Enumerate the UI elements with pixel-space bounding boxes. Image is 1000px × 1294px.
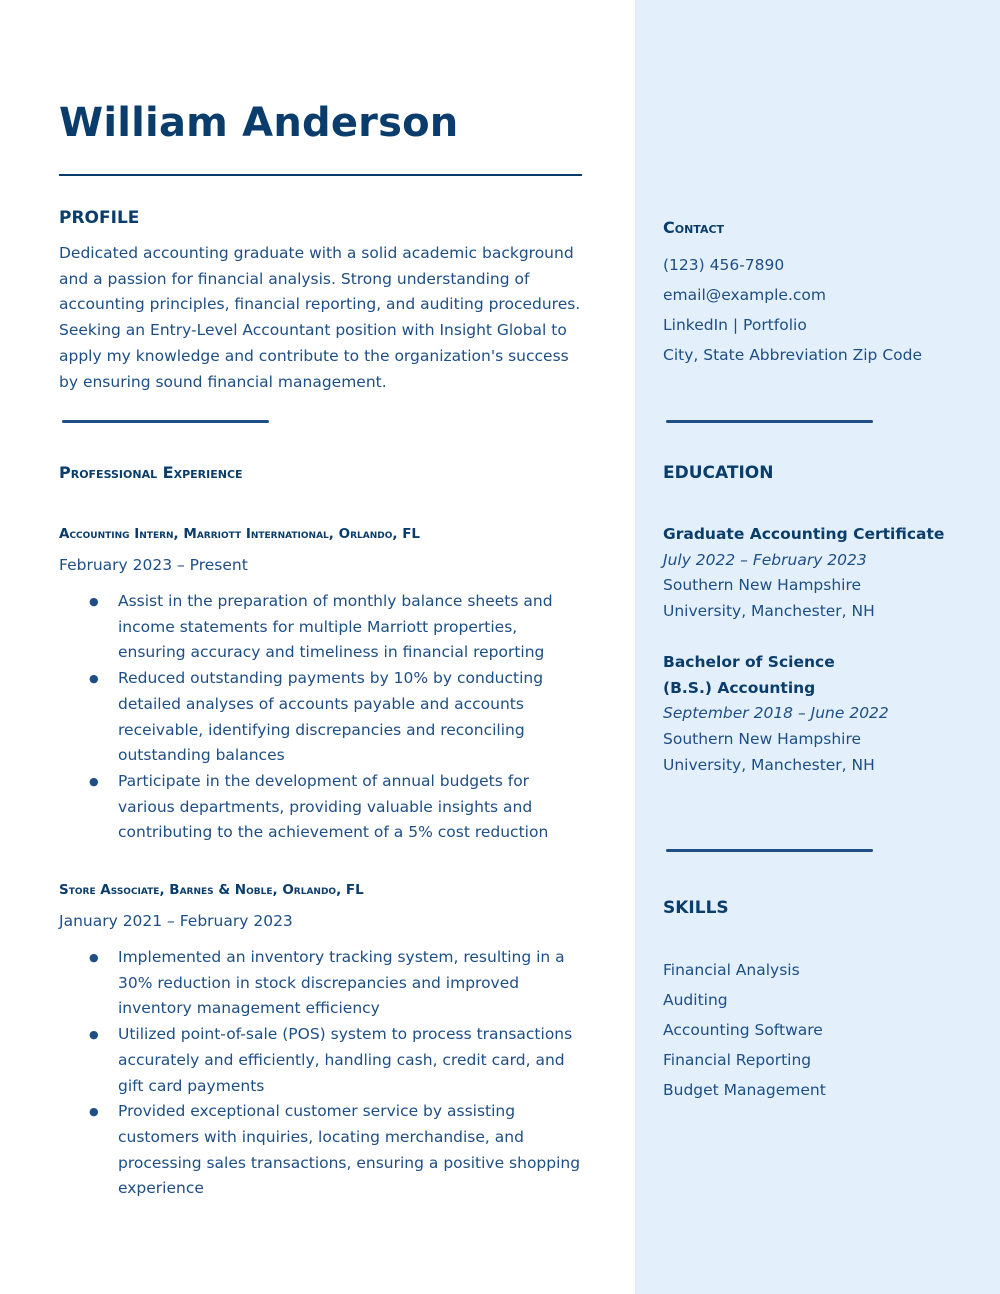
education-dates: July 2022 – February 2023 <box>663 550 867 569</box>
contact-phone: (123) 456-7890 <box>663 256 785 274</box>
skills-list <box>663 955 826 1105</box>
skill-item: Financial Analysis <box>663 961 800 979</box>
job-title: Store Associate, Barnes & Noble, Orlando, FL <box>59 882 364 898</box>
bullet-icon: ● <box>89 595 99 608</box>
skill-item: Financial Reporting <box>663 1051 812 1069</box>
bullet-icon: ● <box>89 1105 99 1119</box>
contact-divider <box>666 420 873 423</box>
education-school: Southern New Hampshire University, Manchester, NH <box>663 730 875 774</box>
education-degree: Bachelor of Science (B.S.) Accounting <box>663 653 835 697</box>
contact-links[interactable]: LinkedIn | Portfolio <box>663 316 807 334</box>
education-dates: September 2018 – June 2022 <box>663 704 889 723</box>
job-bullet: ● Provided exceptional customer service by assisting customers with inquiries, locating merchandise, and processing sales transactions, ensuring a positive shopping experience <box>59 1099 584 1202</box>
job-bullet: ● Reduced outstanding payments by 10% by conducting detailed analyses of accounts payable and accounts receivable, identifying discrepancies and reconciling outstanding balances <box>59 666 579 769</box>
education-school: Southern New Hampshire University, Manchester, NH <box>663 576 875 621</box>
skill-item: Budget Management <box>663 1081 826 1099</box>
contact-location: City, State Abbreviation Zip Code <box>663 346 923 364</box>
education-entry <box>663 650 893 779</box>
job-title: Accounting Intern, Marriott International, Orlando, FL <box>59 526 421 542</box>
candidate-name: William Anderson <box>59 100 459 146</box>
job-bullet: ● Assist in the preparation of monthly balance sheets and income statements for multiple Marriott properties, ensuring accuracy and timeliness in financial reporting <box>59 589 579 666</box>
profile-text: Dedicated accounting graduate with a solid academic background and a passion for financial analysis. Strong understanding of accounting principles, financial reporting, and auditing procedures. Seeking an Entry-Level Accountant position with Insight Global to apply my knowledge and contribute to the organization's success by ensuring sound financial management. <box>59 244 581 391</box>
job-dates: February 2023 – Present <box>59 556 248 574</box>
contact-heading: Contact <box>663 218 725 237</box>
experience-heading: Professional Experience <box>59 463 243 482</box>
job-bullet: ● Implemented an inventory tracking system, resulting in a 30% reduction in stock discrepancies and improved inventory management efficiency <box>59 945 584 1022</box>
education-entry <box>663 522 953 625</box>
job-bullets <box>59 945 584 1202</box>
skill-item: Accounting Software <box>663 1021 823 1039</box>
bullet-icon: ● <box>89 951 99 964</box>
job-dates: January 2021 – February 2023 <box>59 912 293 930</box>
skills-heading: SKILLS <box>663 898 729 918</box>
job-bullets <box>59 589 579 846</box>
bullet-icon: ● <box>89 774 99 788</box>
bullet-icon: ● <box>89 672 99 686</box>
job-bullet: ● Participate in the development of annual budgets for various departments, providing valuable insights and contributing to the achievement of a 5% cost reduction <box>59 769 579 846</box>
education-divider <box>666 849 873 852</box>
name-divider <box>59 174 582 176</box>
skill-item: Auditing <box>663 991 728 1009</box>
profile-divider <box>62 420 269 423</box>
contact-email[interactable]: email@example.com <box>663 286 826 304</box>
job-bullet: ● Utilized point-of-sale (POS) system to process transactions accurately and efficiently, handling cash, credit card, and gift card payments <box>59 1022 584 1099</box>
education-degree: Graduate Accounting Certificate <box>663 525 945 543</box>
education-heading: EDUCATION <box>663 463 774 483</box>
bullet-icon: ● <box>89 1028 99 1042</box>
profile-heading: PROFILE <box>59 208 140 228</box>
